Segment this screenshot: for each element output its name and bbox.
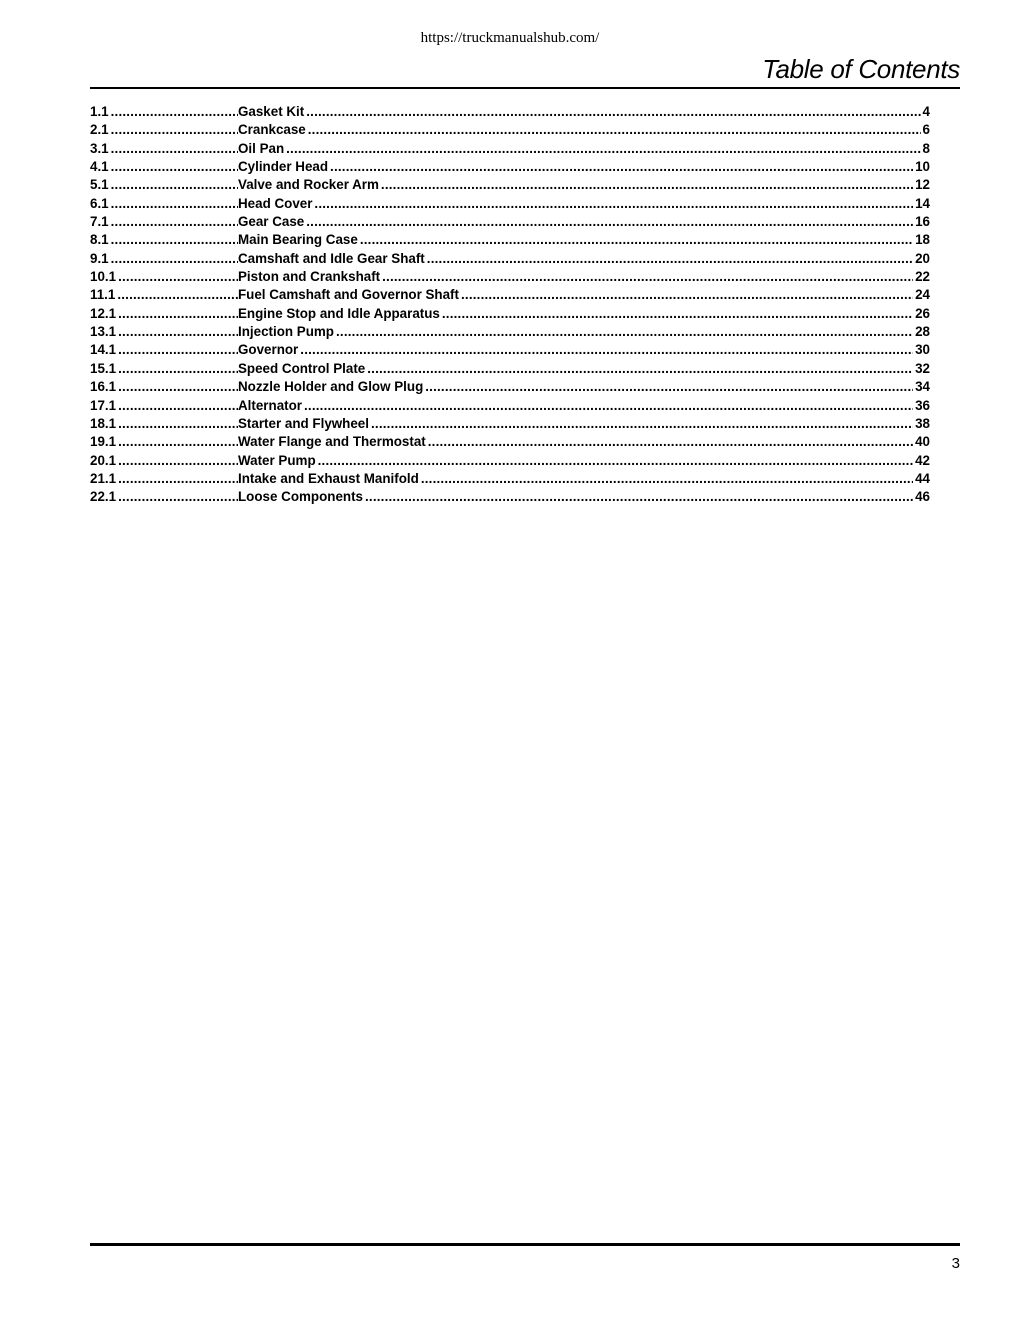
toc-entry-number: 10.1 — [90, 269, 117, 285]
toc-entry[interactable] — [90, 323, 930, 341]
toc-entry[interactable] — [90, 250, 930, 268]
toc-entry-title: Water Flange and Thermostat — [238, 434, 426, 450]
toc-entry[interactable] — [90, 488, 930, 506]
toc-entry-page: 44 — [915, 470, 930, 486]
toc-entry-number-cell — [90, 323, 238, 341]
dot-leader — [116, 268, 238, 286]
toc-entry[interactable] — [90, 452, 930, 470]
toc-entry[interactable] — [90, 378, 930, 396]
toc-entry-number-cell — [90, 378, 238, 396]
toc-entry-page: 30 — [915, 342, 930, 358]
toc-entry[interactable] — [90, 341, 930, 359]
toc-entry-page: 18 — [915, 232, 930, 248]
dot-leader — [459, 286, 913, 304]
toc-entry-number: 14.1 — [90, 342, 117, 358]
source-url[interactable]: https://truckmanualshub.com/ — [420, 30, 600, 46]
page-title: Table of Contents — [762, 54, 960, 84]
dot-leader — [116, 360, 238, 378]
toc-entry-page: 16 — [915, 214, 930, 230]
toc-entry-page: 14 — [915, 195, 930, 211]
toc-entry-page: 38 — [915, 415, 930, 431]
toc-entry-page: 36 — [915, 397, 930, 413]
toc-entry-number: 13.1 — [90, 324, 117, 340]
toc-entry-number-cell — [90, 195, 238, 213]
toc-entry-page: 22 — [915, 269, 930, 285]
toc-entry-number-cell — [90, 305, 238, 323]
dot-leader — [116, 488, 238, 506]
dot-leader — [116, 378, 238, 396]
toc-entry-number-cell — [90, 488, 238, 506]
dot-leader — [109, 140, 238, 158]
toc-entry-number: 15.1 — [90, 360, 117, 376]
dot-leader — [116, 415, 238, 433]
dot-leader — [380, 268, 913, 286]
dot-leader — [109, 195, 238, 213]
toc-entry-title: Cylinder Head — [238, 159, 329, 175]
toc-entry-title: Camshaft and Idle Gear Shaft — [238, 250, 425, 266]
dot-leader — [116, 341, 238, 359]
toc-entry-number-cell — [90, 250, 238, 268]
toc-entry-number-cell — [90, 286, 238, 304]
toc-entry-number: 9.1 — [90, 250, 109, 266]
toc-entry[interactable] — [90, 176, 930, 194]
dot-leader — [116, 433, 238, 451]
dot-leader — [369, 415, 913, 433]
dot-leader — [425, 250, 913, 268]
toc-entry-page: 46 — [915, 489, 930, 505]
toc-entry[interactable] — [90, 140, 930, 158]
toc-entry[interactable] — [90, 268, 930, 286]
dot-leader — [306, 121, 921, 139]
toc-entry-title: Governor — [238, 342, 299, 358]
toc-entry-page: 6 — [922, 122, 930, 138]
toc-entry-number: 8.1 — [90, 232, 109, 248]
toc-entry-title: Gasket Kit — [238, 104, 305, 119]
toc-entry[interactable] — [90, 433, 930, 451]
dot-leader — [116, 452, 238, 470]
toc-entry[interactable] — [90, 397, 930, 415]
toc-entry-title: Starter and Flywheel — [238, 415, 369, 431]
toc-entry-title: Speed Control Plate — [238, 360, 366, 376]
toc-entry-number-cell — [90, 433, 238, 451]
toc-entry-page: 20 — [915, 250, 930, 266]
toc-entry-page: 24 — [915, 287, 930, 303]
toc-entry-title: Engine Stop and Idle Apparatus — [238, 305, 440, 321]
dot-leader — [302, 397, 913, 415]
toc-entry-page: 12 — [915, 177, 930, 193]
toc-entry-title: Piston and Crankshaft — [238, 269, 381, 285]
dot-leader — [328, 158, 913, 176]
dot-leader — [298, 341, 913, 359]
toc-entry-number-cell — [90, 121, 238, 139]
dot-leader — [440, 305, 913, 323]
toc-entry-number: 1.1 — [90, 104, 109, 119]
toc-entry-title: Valve and Rocker Arm — [238, 177, 379, 193]
toc-entry-page: 34 — [915, 379, 930, 395]
toc-entry-title: Intake and Exhaust Manifold — [238, 470, 419, 486]
toc-entry-number: 4.1 — [90, 159, 109, 175]
toc-entry[interactable] — [90, 305, 930, 323]
toc-entry-number-cell — [90, 360, 238, 378]
toc-entry-number: 21.1 — [90, 470, 117, 486]
dot-leader — [284, 140, 920, 158]
toc-entry-title: Head Cover — [238, 195, 313, 211]
toc-entry-number-cell — [90, 176, 238, 194]
toc-entry-page: 10 — [915, 159, 930, 175]
toc-entry-page: 26 — [915, 305, 930, 321]
toc-entry-title: Oil Pan — [238, 140, 285, 156]
dot-leader — [379, 176, 913, 194]
table-of-contents — [90, 103, 930, 507]
dot-leader — [109, 103, 238, 121]
dot-leader — [116, 397, 238, 415]
toc-entry[interactable] — [90, 195, 930, 213]
toc-entry-number-cell — [90, 231, 238, 249]
toc-entry-page: 8 — [922, 140, 930, 156]
dot-leader — [109, 213, 238, 231]
toc-entry[interactable] — [90, 103, 930, 121]
toc-entry-number-cell — [90, 341, 238, 359]
toc-entry-number-cell — [90, 470, 238, 488]
dot-leader — [304, 103, 920, 121]
dot-leader — [109, 158, 238, 176]
toc-entry-number: 11.1 — [90, 287, 116, 303]
toc-entry-page: 4 — [922, 104, 930, 119]
toc-entry-number: 20.1 — [90, 452, 117, 468]
toc-entry-title: Fuel Camshaft and Governor Shaft — [238, 287, 459, 303]
toc-entry-title: Alternator — [238, 397, 302, 413]
toc-entry-title: Loose Components — [238, 489, 363, 505]
toc-entry-title: Main Bearing Case — [238, 232, 358, 248]
dot-leader — [426, 433, 913, 451]
dot-leader — [304, 213, 913, 231]
toc-entry-page: 28 — [915, 324, 930, 340]
toc-entry-number: 17.1 — [90, 397, 117, 413]
dot-leader — [358, 231, 913, 249]
dot-leader — [115, 286, 238, 304]
toc-entry[interactable] — [90, 231, 930, 249]
toc-entry[interactable] — [90, 213, 930, 231]
toc-entry-title: Water Pump — [238, 452, 316, 468]
toc-entry-number-cell — [90, 268, 238, 286]
dot-leader — [316, 452, 913, 470]
toc-entry-number-cell — [90, 452, 238, 470]
header-divider — [90, 87, 960, 89]
dot-leader — [334, 323, 913, 341]
toc-entry[interactable] — [90, 158, 930, 176]
dot-leader — [423, 378, 913, 396]
dot-leader — [365, 360, 913, 378]
toc-entry-number: 6.1 — [90, 195, 109, 211]
toc-entry-page: 40 — [915, 434, 930, 450]
toc-entry-number: 7.1 — [90, 214, 109, 230]
toc-entry-number-cell — [90, 397, 238, 415]
toc-entry-page: 42 — [915, 452, 930, 468]
toc-entry[interactable] — [90, 121, 930, 139]
toc-entry-number: 5.1 — [90, 177, 109, 193]
toc-entry-page: 32 — [915, 360, 930, 376]
toc-entry[interactable] — [90, 470, 930, 488]
footer-divider — [90, 1243, 960, 1246]
toc-entry-number-cell — [90, 158, 238, 176]
toc-entry-number-cell — [90, 415, 238, 433]
dot-leader — [116, 323, 238, 341]
toc-entry[interactable] — [90, 415, 930, 433]
toc-entry-number-cell — [90, 103, 238, 121]
toc-entry-number-cell — [90, 213, 238, 231]
toc-entry-title: Gear Case — [238, 214, 305, 230]
toc-entry[interactable] — [90, 286, 930, 304]
dot-leader — [109, 121, 238, 139]
toc-entry-number: 3.1 — [90, 140, 109, 156]
dot-leader — [109, 231, 238, 249]
dot-leader — [116, 305, 238, 323]
toc-entry-number: 16.1 — [90, 379, 117, 395]
toc-entry-title: Crankcase — [238, 122, 306, 138]
toc-entry-number-cell — [90, 140, 238, 158]
dot-leader — [363, 488, 913, 506]
toc-entry-title: Nozzle Holder and Glow Plug — [238, 379, 424, 395]
dot-leader — [109, 176, 238, 194]
toc-entry-title: Injection Pump — [238, 324, 334, 340]
toc-entry-number: 2.1 — [90, 122, 109, 138]
toc-entry-number: 22.1 — [90, 489, 117, 505]
page-number: 3 — [951, 1255, 960, 1272]
toc-entry-number: 18.1 — [90, 415, 117, 431]
toc-entry[interactable] — [90, 360, 930, 378]
toc-entry-number: 19.1 — [90, 434, 117, 450]
dot-leader — [116, 470, 238, 488]
toc-entry-number: 12.1 — [90, 305, 117, 321]
dot-leader — [419, 470, 913, 488]
dot-leader — [312, 195, 913, 213]
dot-leader — [109, 250, 238, 268]
